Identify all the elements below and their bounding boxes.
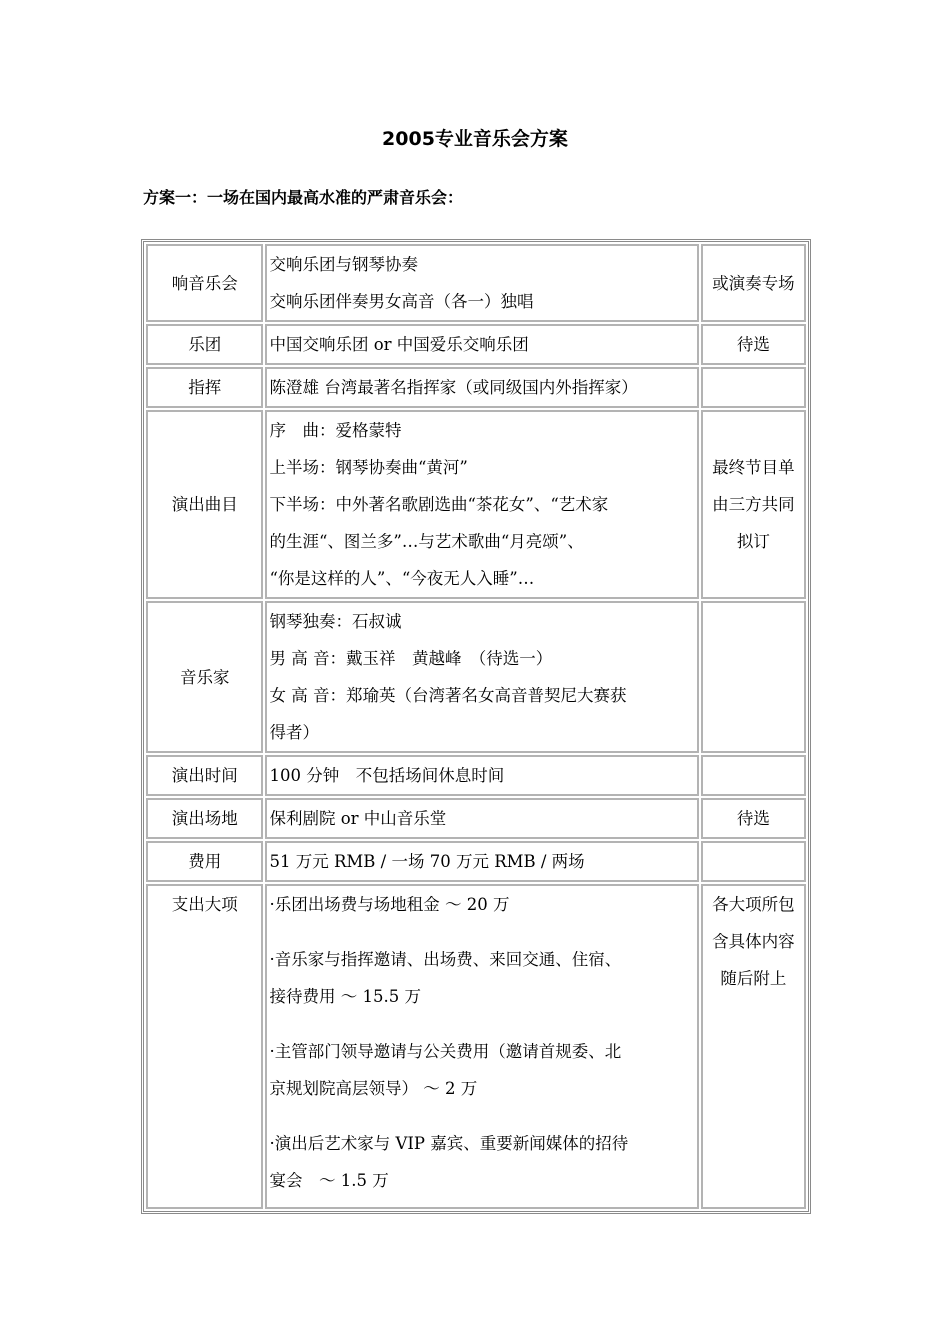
row-label: 演出时间 — [146, 755, 263, 796]
row-label: 乐团 — [146, 324, 263, 365]
content-line: ·演出后艺术家与 VIP 嘉宾、重要新闻媒体的招待 — [269, 1134, 629, 1153]
row-content — [265, 841, 698, 882]
content-line: 陈澄雄 台湾最著名指挥家（或同级国内外指挥家） — [269, 378, 638, 397]
row-label: 音乐家 — [146, 601, 263, 753]
table-row-orchestra — [146, 324, 806, 365]
content-line: 钢琴独奏：石叔诚 — [269, 612, 402, 631]
note-line: 各大项所包 — [712, 895, 795, 914]
content-line: 51 万元 RMB / 一场 70 万元 RMB / 两场 — [269, 852, 585, 871]
row-note — [701, 601, 806, 753]
expense-item — [269, 1033, 694, 1107]
expense-item — [269, 1125, 694, 1199]
content-line: 男 高 音：戴玉祥 黄越峰 （待选一） — [269, 649, 553, 668]
row-note — [701, 884, 806, 1209]
table-row-duration — [146, 755, 806, 796]
content-line: ·音乐家与指挥邀请、出场费、来回交通、住宿、 — [269, 950, 622, 969]
row-content — [265, 884, 698, 1209]
row-note — [701, 410, 806, 599]
table-row-musicians — [146, 601, 806, 753]
row-label: 演出曲目 — [146, 410, 263, 599]
row-content — [265, 244, 698, 322]
row-label: 指挥 — [146, 367, 263, 408]
row-note: 待选 — [701, 324, 806, 365]
table-row-program — [146, 410, 806, 599]
row-note — [701, 367, 806, 408]
content-line: 女 高 音：郑瑜英（台湾著名女高音普契尼大赛获 — [269, 686, 627, 705]
row-content — [265, 367, 698, 408]
row-content — [265, 410, 698, 599]
section-heading: 方案一：一场在国内最高水准的严肃音乐会： — [143, 188, 464, 207]
row-note — [701, 841, 806, 882]
content-line: ·主管部门领导邀请与公关费用（邀请首规委、北 — [269, 1042, 622, 1061]
content-line: 保利剧院 or 中山音乐堂 — [269, 809, 447, 828]
content-line: 下半场：中外著名歌剧选曲“茶花女”、“艺术家 — [269, 495, 609, 514]
row-label: 费用 — [146, 841, 263, 882]
table-row-conductor — [146, 367, 806, 408]
content-line: 得者） — [269, 723, 319, 742]
content-line: 接待费用 ～ 15.5 万 — [269, 987, 421, 1006]
content-line: 交响乐团与钢琴协奏 — [269, 255, 418, 274]
content-line: 序 曲：爱格蒙特 — [269, 421, 402, 440]
content-line: 中国交响乐团 or 中国爱乐交响乐团 — [269, 335, 529, 354]
table-row-concert-type — [146, 244, 806, 322]
content-line: 100 分钟 不包括场间休息时间 — [269, 766, 505, 785]
note-line: 最终节目单 — [712, 458, 795, 477]
content-line: 交响乐团伴奏男女高音（各一）独唱 — [269, 292, 534, 311]
note-line: 由三方共同 — [712, 495, 795, 514]
note-line: 含具体内容 — [712, 932, 795, 951]
row-note — [701, 755, 806, 796]
row-label: 响音乐会 — [146, 244, 263, 322]
content-line: 宴会 ～ 1.5 万 — [269, 1171, 389, 1190]
row-label: 支出大项 — [146, 884, 263, 1209]
expense-item — [269, 941, 694, 1015]
row-content — [265, 755, 698, 796]
row-content — [265, 798, 698, 839]
content-line: 上半场：钢琴协奏曲“黄河” — [269, 458, 468, 477]
row-label: 演出场地 — [146, 798, 263, 839]
row-content — [265, 601, 698, 753]
content-line: ·乐团出场费与场地租金 ～ 20 万 — [269, 895, 510, 914]
row-note: 待选 — [701, 798, 806, 839]
expense-item — [269, 886, 694, 923]
row-note: 或演奏专场 — [701, 244, 806, 322]
table-row-cost — [146, 841, 806, 882]
document-title: 2005专业音乐会方案 — [382, 128, 568, 150]
content-line: 的生涯“、图兰多”…与艺术歌曲“月亮颂”、 — [269, 532, 584, 551]
row-content — [265, 324, 698, 365]
table-row-venue — [146, 798, 806, 839]
note-line: 拟订 — [736, 532, 770, 551]
plan-table — [141, 239, 811, 1214]
table-row-expenses — [146, 884, 806, 1209]
content-line: 京规划院高层领导） ～ 2 万 — [269, 1079, 478, 1098]
note-line: 随后附上 — [720, 969, 787, 988]
content-line: “你是这样的人”、“今夜无人入睡”… — [269, 569, 535, 588]
